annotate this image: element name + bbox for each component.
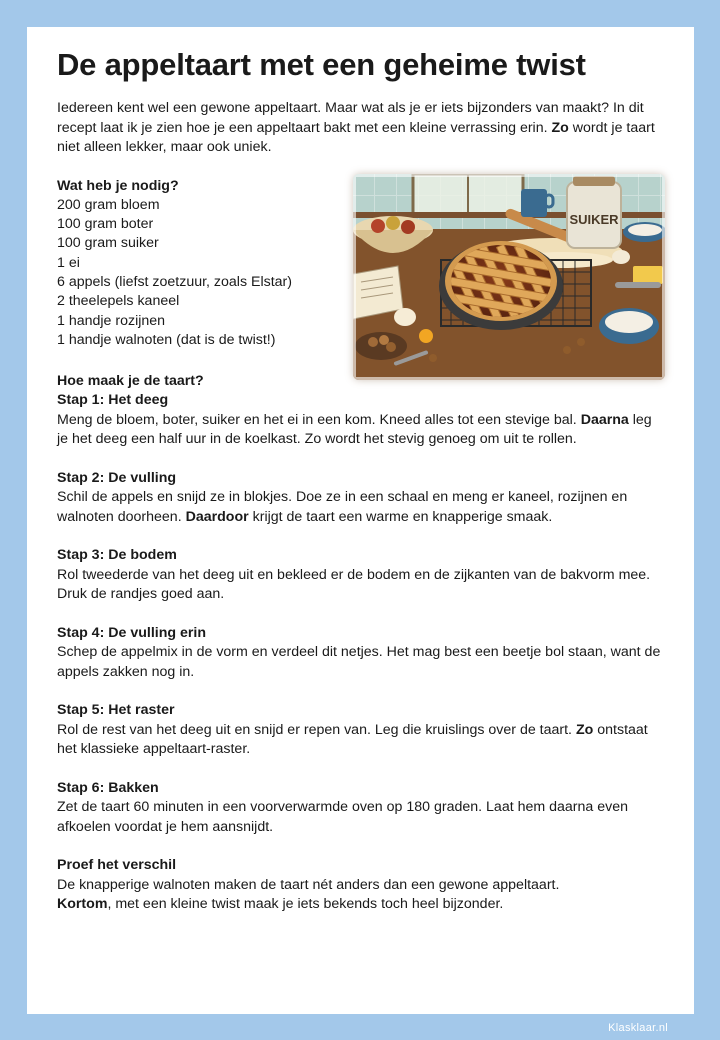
ingredients-heading: Wat heb je nodig? xyxy=(57,177,179,194)
intro-text: Iedereen kent wel een gewone appeltaart. Maar wat als je er iets bijzonders van maakt? In dit recept laat ik je zien hoe je een appeltaart bakt met een kleine verrassing erin. xyxy=(57,100,644,136)
step-text xyxy=(57,721,664,760)
document-page xyxy=(27,27,694,1014)
step-text: Rol tweederde van het deeg uit en bekleed er de bodem en de zijkanten van de bakvorm mee. Druk de randjes goed aan. xyxy=(57,566,651,602)
apple-pie-kitchen-icon xyxy=(353,174,665,380)
step-text-part: Rol de rest van het deeg uit en snijd er repen van. Leg die kruislings over de taart. xyxy=(57,721,572,738)
intro-paragraph xyxy=(57,99,664,158)
intro-after: wordt je taart niet alleen lekker, maar ook uniek. xyxy=(57,119,655,155)
step-title: Stap 6: Bakken xyxy=(57,779,159,796)
step-text xyxy=(57,488,664,527)
conclusion-title: Proef het verschil xyxy=(57,857,177,873)
step-text-part: Meng de bloem, boter, suiker en het ei in een kom. Kneed alles tot een stevige bal. xyxy=(57,411,577,428)
step-1 xyxy=(57,391,664,450)
apple-pie-illustration xyxy=(353,174,665,380)
step-text-part: leg je het deeg een half uur in de koelkast. Zo wordt het stevig genoeg om uit te rollen. xyxy=(57,411,652,447)
page-title: De appeltaart met een geheime twist xyxy=(57,47,586,82)
step-4 xyxy=(57,624,664,683)
jar-label: SUIKER xyxy=(569,211,619,227)
ingredient-item: 6 appels (liefst zoetzuur, zoals Elstar) xyxy=(57,273,292,290)
step-2 xyxy=(57,469,664,528)
step-5 xyxy=(57,701,664,760)
step-bold: Daardoor xyxy=(185,508,249,525)
step-text-part: Schil de appels en snijd ze in blokjes. Doe ze in een schaal en meng er kaneel, rozijnen en walnoten doorheen. xyxy=(57,489,628,525)
step-title: Stap 4: De vulling erin xyxy=(57,624,206,641)
conclusion-text xyxy=(57,876,664,915)
ingredient-item: 1 ei xyxy=(57,254,80,271)
step-3 xyxy=(57,546,664,605)
step-title: Stap 1: Het deeg xyxy=(57,392,169,408)
step-text: Zet de taart 60 minuten in een voorverwarmde oven op 180 graden. Laat hem daarna even afkoelen voordat je hem aansnijdt. xyxy=(57,799,629,835)
footer-brand: Klasklaar.nl xyxy=(608,1022,668,1034)
ingredient-item: 200 gram bloem xyxy=(57,196,160,213)
ingredient-item: 100 gram suiker xyxy=(57,235,159,252)
step-title: Stap 5: Het raster xyxy=(57,702,175,718)
conclusion-bold: Kortom xyxy=(57,896,108,912)
conclusion xyxy=(57,856,664,915)
step-bold: Zo xyxy=(575,721,594,738)
step-title: Stap 2: De vulling xyxy=(57,469,177,486)
step-text-part: krijgt de taart een warme en knapperige smaak. xyxy=(252,508,553,525)
step-text: Schep de appelmix in de vorm en verdeel dit netjes. Het mag best een beetje bol staan, want de appels zakken nog in. xyxy=(57,644,661,680)
step-bold: Daarna xyxy=(580,411,629,428)
intro-bold: Zo xyxy=(551,119,569,136)
step-title: Stap 3: De bodem xyxy=(57,547,177,563)
conclusion-text-part: De knapperige walnoten maken de taart nét anders dan een gewone appeltaart. xyxy=(57,876,560,893)
conclusion-text-part: , met een kleine twist maak je iets bekends toch heel bijzonder. xyxy=(107,896,504,912)
ingredient-item: 2 theelepels kaneel xyxy=(57,293,180,310)
ingredients-section xyxy=(57,177,664,355)
step-text-part: ontstaat het klassieke appeltaart-raster. xyxy=(57,721,648,757)
ingredient-item: 1 handje rozijnen xyxy=(57,312,166,329)
method-heading: Hoe maak je de taart? xyxy=(57,372,204,389)
ingredient-item: 100 gram boter xyxy=(57,216,154,233)
step-text xyxy=(57,411,664,450)
step-6 xyxy=(57,779,664,838)
ingredient-item: 1 handje walnoten (dat is de twist!) xyxy=(57,331,276,348)
